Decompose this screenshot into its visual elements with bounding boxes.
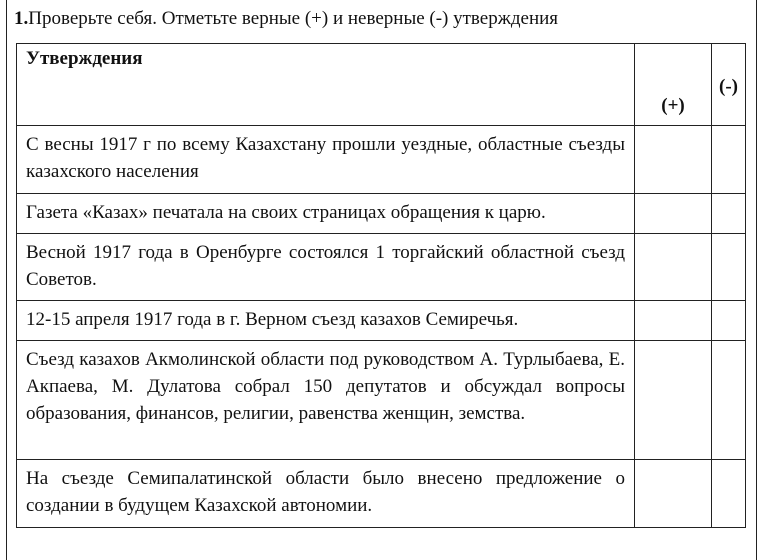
false-answer-cell[interactable]	[712, 126, 746, 194]
statements-header: Утверждения	[17, 44, 635, 126]
false-answer-cell[interactable]	[712, 301, 746, 341]
true-answer-cell[interactable]	[635, 301, 712, 341]
statement-text: С весны 1917 г по всему Казахстану прошли уездные, областные съезды казахского населения	[17, 126, 635, 194]
task-instruction: Проверьте себя. Отметьте верные (+) и неверные (-) утверждения	[28, 8, 559, 29]
false-answer-cell[interactable]	[712, 341, 746, 460]
table-row	[17, 194, 746, 234]
false-answer-cell[interactable]	[712, 460, 746, 528]
task-title	[14, 8, 558, 30]
true-answer-cell[interactable]	[635, 460, 712, 528]
true-answer-cell[interactable]	[635, 234, 712, 301]
table-row	[17, 234, 746, 301]
true-answer-cell[interactable]	[635, 194, 712, 234]
table-header-row	[17, 44, 746, 126]
false-answer-cell[interactable]	[712, 194, 746, 234]
statement-text: Весной 1917 года в Оренбурге состоялся 1 торгайский областной съезд Советов.	[17, 234, 635, 301]
table-row	[17, 126, 746, 194]
statement-text: 12-15 апреля 1917 года в г. Верном съезд казахов Семиречья.	[17, 301, 635, 341]
true-column-header: (+)	[635, 44, 712, 126]
false-column-header: (-)	[712, 44, 746, 126]
statement-text: Съезд казахов Акмолинской области под руководством А. Турлыбаева, Е. Акпаева, М. Дулатова собрал 150 депутатов и обсуждал вопросы образования, финансов, религии, равенства женщин, земства.	[17, 341, 635, 460]
table-row	[17, 301, 746, 341]
true-answer-cell[interactable]	[635, 126, 712, 194]
table-row	[17, 341, 746, 460]
true-answer-cell[interactable]	[635, 341, 712, 460]
task-number: 1.	[14, 8, 29, 29]
statement-text: Газета «Казах» печатала на своих страницах обращения к царю.	[17, 194, 635, 234]
false-answer-cell[interactable]	[712, 234, 746, 301]
table-row	[17, 460, 746, 528]
statements-table	[16, 43, 746, 528]
statement-text: На съезде Семипалатинской области было внесено предложение о создании в будущем Казахской автономии.	[17, 460, 635, 528]
